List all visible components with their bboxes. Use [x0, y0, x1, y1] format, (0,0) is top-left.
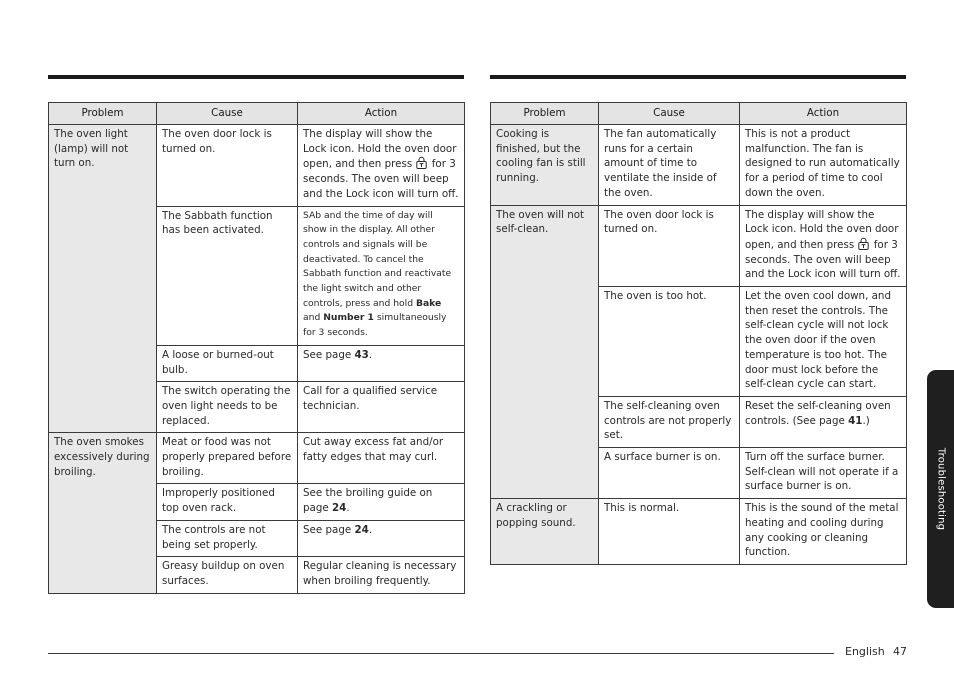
table-row — [491, 205, 907, 287]
action-text: See page — [303, 348, 352, 361]
header-cause: Cause — [157, 103, 298, 125]
action-cell — [298, 125, 465, 207]
action-cell — [298, 206, 465, 345]
table-row — [49, 125, 465, 207]
action-cell: Let the oven cool down, and then reset the controls. The self-clean cycle will not lock the oven door if the oven temperature is too hot. The door must lock before the self-clean cycle can start. — [740, 287, 907, 397]
section-rule-left — [48, 75, 464, 79]
action-text: See page — [303, 523, 352, 536]
cause-cell: The fan automatically runs for a certain amount of time to ventilate the inside of the oven. — [599, 125, 740, 206]
header-cause: Cause — [599, 103, 740, 125]
lock-key-icon — [416, 156, 427, 169]
page-reference: 24 — [332, 502, 347, 515]
cause-cell: The switch operating the oven light needs to be replaced. — [157, 382, 298, 433]
table-row — [491, 125, 907, 206]
cause-cell: Improperly positioned top oven rack. — [157, 484, 298, 520]
action-text: The display will show the Lock icon. Hold the oven door open, and then press — [745, 208, 899, 251]
action-text: SAb and the time of day will show in the display. All other controls and signals will be deactivated. To cancel the Sabbath function and reactivate the light switch and other controls, press and hold — [303, 209, 452, 309]
table-header-row — [49, 103, 465, 125]
section-side-tab-label: Troubleshooting — [935, 447, 947, 531]
action-cell — [298, 484, 465, 520]
cause-cell: A surface burner is on. — [599, 448, 740, 499]
footer-rule — [48, 653, 834, 654]
action-text: simultaneously for 3 seconds. — [303, 312, 447, 339]
cause-cell: This is normal. — [599, 499, 740, 565]
cause-cell: Greasy buildup on oven surfaces. — [157, 557, 298, 593]
action-text: . — [346, 502, 350, 515]
page-number: 47 — [893, 645, 907, 658]
problem-cell: The oven light (lamp) will not turn on. — [49, 125, 157, 433]
action-text: . — [368, 523, 373, 536]
action-text: .) — [862, 414, 870, 427]
action-text: for 3 seconds. The oven will beep and the Lock icon will turn off. — [745, 238, 901, 281]
cause-cell: A loose or burned-out bulb. — [157, 345, 298, 381]
cause-cell: The self-cleaning oven controls are not properly set. — [599, 396, 740, 447]
action-text: See the broiling guide on page — [303, 487, 433, 515]
action-cell: Regular cleaning is necessary when broiling frequently. — [298, 557, 465, 593]
table-row — [49, 433, 465, 484]
cause-cell: The oven is too hot. — [599, 287, 740, 397]
action-cell — [740, 396, 907, 447]
action-text: for 3 seconds. The oven will beep and the Lock icon will turn off. — [303, 158, 459, 200]
cause-cell: The controls are not being set properly. — [157, 520, 298, 556]
action-cell — [740, 205, 907, 287]
cause-cell: The Sabbath function has been activated. — [157, 206, 298, 345]
cause-cell: The oven door lock is turned on. — [157, 125, 298, 207]
cause-cell: Meat or food was not properly prepared before broiling. — [157, 433, 298, 484]
action-text: . — [368, 348, 373, 361]
action-cell: This is not a product malfunction. The fan is designed to run automatically for a period of time to cool down the oven. — [740, 125, 907, 206]
action-cell: Call for a qualified service technician. — [298, 382, 465, 433]
table-row — [491, 499, 907, 565]
problem-cell: Cooking is finished, but the cooling fan is still running. — [491, 125, 599, 206]
troubleshooting-table-right — [490, 102, 907, 565]
table-header-row — [491, 103, 907, 125]
problem-cell: A crackling or popping sound. — [491, 499, 599, 565]
page-reference: 41 — [848, 414, 863, 427]
troubleshooting-table-left — [48, 102, 465, 594]
cause-cell: The oven door lock is turned on. — [599, 205, 740, 287]
header-problem: Problem — [49, 103, 157, 125]
action-cell — [298, 520, 465, 556]
action-cell: This is the sound of the metal heating and cooling during any cooking or cleaning function. — [740, 499, 907, 565]
action-text: Reset the self-cleaning oven controls. (See page — [745, 399, 891, 427]
action-text: and — [303, 312, 321, 324]
section-rule-right — [490, 75, 906, 79]
footer-language: English — [845, 645, 885, 658]
action-cell — [298, 345, 465, 381]
problem-cell: The oven will not self-clean. — [491, 205, 599, 499]
bake-key-label: Bake — [415, 297, 442, 309]
page-reference: 24 — [354, 523, 369, 536]
header-problem: Problem — [491, 103, 599, 125]
action-cell: Cut away excess fat and/or fatty edges that may curl. — [298, 433, 465, 484]
number-1-key-label: Number 1 — [323, 312, 374, 324]
lock-key-icon — [858, 237, 869, 250]
header-action: Action — [740, 103, 907, 125]
header-action: Action — [298, 103, 465, 125]
action-cell: Turn off the surface burner. Self-clean will not operate if a surface burner is on. — [740, 448, 907, 499]
problem-cell: The oven smokes excessively during broiling. — [49, 433, 157, 593]
action-text: The display will show the Lock icon. Hold the oven door open, and then press — [303, 128, 457, 171]
page-reference: 43 — [354, 348, 369, 361]
